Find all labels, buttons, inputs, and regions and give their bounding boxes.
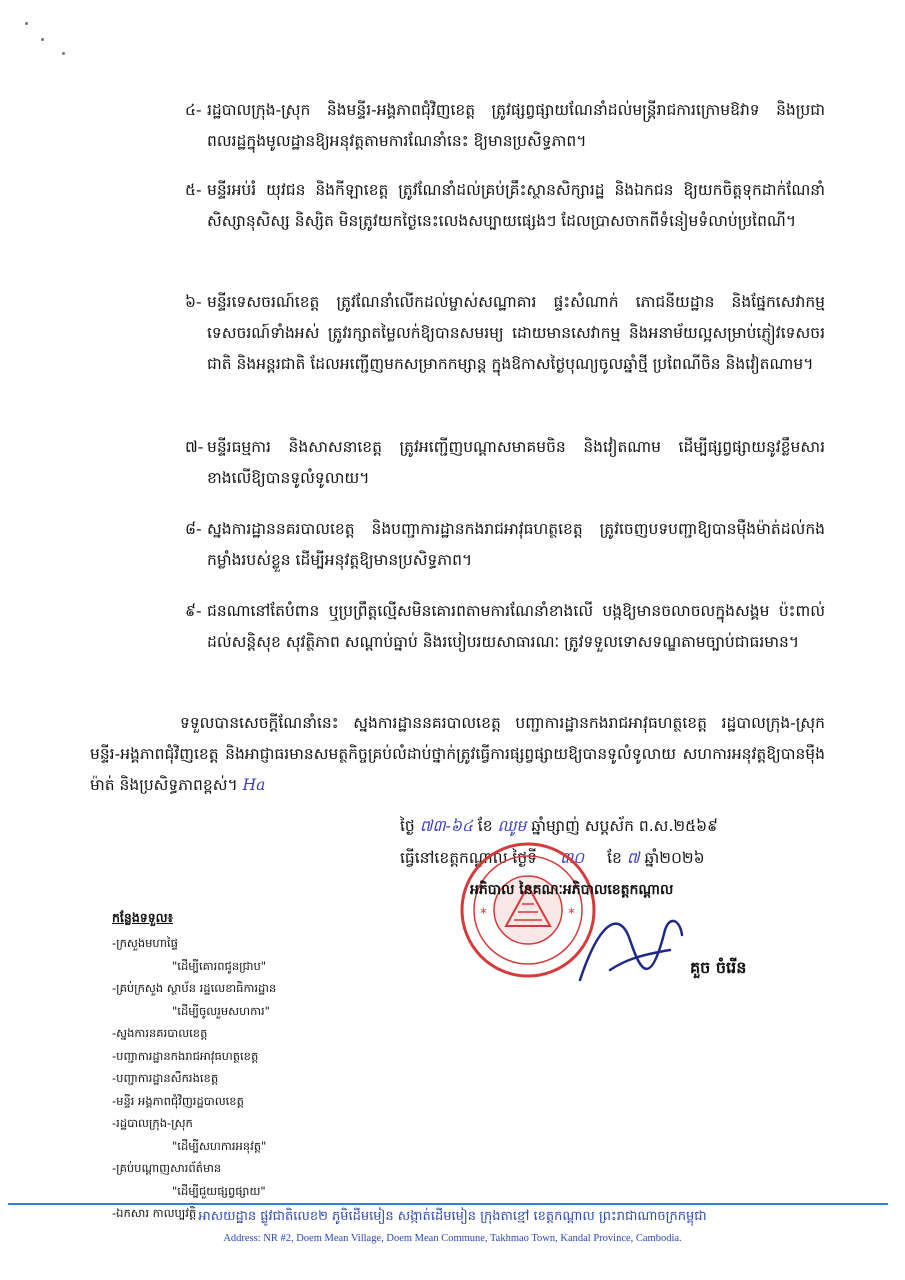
item-number: ៩-: [185, 602, 202, 620]
closing-initial: Ha: [242, 776, 266, 794]
list-item: [185, 287, 825, 380]
recipient-note: "ដើម្បីចូលរួមសហការ": [172, 1003, 270, 1018]
closing-paragraph: [90, 708, 825, 801]
recipient-line: -បញ្ជាការដ្ឋានសឹករងខេត្ត: [112, 1071, 219, 1085]
list-item: [185, 596, 825, 658]
svg-text:*: *: [480, 906, 487, 922]
item-number: ៥-: [185, 181, 202, 199]
list-item: [185, 95, 825, 157]
item-number: ៧-: [185, 438, 204, 456]
signer-title: អភិបាល នៃគណៈអភិបាលខេត្តកណ្តាល: [470, 882, 674, 898]
item-text: ជនណានៅតែបំពាន ឬប្រព្រឹត្តល្មើសមិនគោរពតាមការណែនាំខាងលើ បង្កឱ្យមានចលាចលក្នុងសង្គម ប៉ះពាល់ដល់សន្តិសុខ សុវត្ថិភាព សណ្តាប់ធ្នាប់ និងរបៀបរយសាធារណៈ ត្រូវទទួលទោសទណ្ឌតាមច្បាប់ជាធរមាន។: [207, 602, 825, 651]
item-text: មន្ទីរធម្មការ និងសាសនាខេត្ត ត្រូវអញ្ជើញបណ្តាសមាគមចិន និងវៀតណាម ដើម្បីផ្សព្វផ្សាយនូវខ្លឹមសារខាងលើឱ្យបានទូលំទូលាយ។: [207, 438, 825, 487]
date-label: ឆ្នាំ២០២៦: [644, 849, 705, 867]
recipients-list: [112, 932, 432, 1225]
recipient-line: -បញ្ជាការដ្ឋានកងរាជអាវុធហត្ថខេត្ត: [112, 1048, 259, 1063]
handwritten-month: ឈូម: [497, 817, 527, 835]
scan-speck: [41, 38, 44, 41]
handwritten-day: ៧៣-៦៤: [419, 817, 473, 835]
date-label: ខែ: [477, 817, 493, 835]
recipient-note: "ដើម្បីសហការអនុវត្ត": [172, 1138, 267, 1153]
recipient-line: -រដ្ឋបាលក្រុង-ស្រុក: [112, 1116, 193, 1130]
footer-address-khmer: អាសយដ្ឋាន ផ្លូវជាតិលេខ២ ភូមិដើមមៀន សង្កាត់ដើមមៀន ក្រុងតាខ្មៅ ខេត្តកណ្តាល ព្រះរាជាណាចក្រកម្ពុជា: [198, 1209, 707, 1224]
recipient-line: -ស្នងការនគរបាលខេត្ត: [112, 1026, 208, 1040]
item-number: ៨-: [185, 520, 202, 538]
closing-text: ទទួលបានសេចក្តីណែនាំនេះ ស្នងការដ្ឋាននគរបាលខេត្ត បញ្ជាការដ្ឋានកងរាជអាវុធហត្ថខេត្ត រដ្ឋបាលក្រុង-ស្រុក មន្ទីរ-អង្គភាពជុំវិញខេត្ត និងអាជ្ញាធរមានសមត្ថកិច្ចគ្រប់លំដាប់ថ្នាក់ត្រូវធ្វើការផ្សព្វផ្សាយឱ្យបានទូលំទូលាយ សហការអនុវត្តឱ្យបានម៉ឺងម៉ាត់ និងប្រសិទ្ធភាពខ្ពស់។: [90, 714, 825, 794]
recipients-title: កន្លែងទទួល៖: [112, 910, 174, 925]
recipient-line: -ឯកសារ កាលប្បវត្តិ: [112, 1206, 197, 1220]
date-label: ឆ្នាំម្សាញ់ សប្តស័ក ព.ស.២៥៦៩: [531, 817, 719, 835]
signature-icon: [570, 900, 690, 1000]
footer-address-english: Address: NR #2, Doem Mean Village, Doem Mean Commune, Takhmao Town, Kandal Province, Cambodia.: [223, 1233, 682, 1244]
date-label: ធ្វើនៅខេត្តកណ្តាល ថ្ងៃទី: [400, 849, 537, 867]
list-item: [185, 175, 825, 237]
item-text: មន្ទីរអប់រំ យុវជន និងកីឡាខេត្ត ត្រូវណែនាំដល់គ្រប់គ្រឹះស្ថានសិក្សារដ្ឋ និងឯកជន ឱ្យយកចិត្តទុកដាក់ណែនាំសិស្សានុសិស្ស និស្សិត មិនត្រូវយកថ្ងៃនេះលេងសប្បាយផ្សេងៗ ដែលប្រាសចាកពីទំនៀមទំលាប់ប្រពៃណី។: [207, 181, 825, 230]
recipient-line: -គ្រប់បណ្តាញសារព័ត៌មាន: [112, 1161, 222, 1175]
item-text: រដ្ឋបាលក្រុង-ស្រុក និងមន្ទីរ-អង្គភាពជុំវិញខេត្ត ត្រូវផ្សព្វផ្សាយណែនាំដល់មន្ត្រីរាជការក្រោមឱវាទ និងប្រជាពលរដ្ឋក្នុងមូលដ្ឋានឱ្យអនុវត្តតាមការណែនាំនេះ ឱ្យមានប្រសិទ្ធភាព។: [207, 101, 825, 150]
handwritten-month: ៧: [626, 849, 640, 867]
footer-divider: [8, 1203, 888, 1205]
item-number: ៦-: [185, 293, 202, 311]
recipient-line: -ក្រសួងមហាផ្ទៃ: [112, 936, 178, 950]
item-number: ៤-: [185, 101, 202, 119]
recipient-note: "ដើម្បីគោរពជូនជ្រាប": [172, 958, 267, 973]
list-item: [185, 514, 825, 576]
date-label: ថ្ងៃ: [400, 817, 415, 835]
svg-text:*: *: [568, 906, 575, 922]
signer-name: គួច ចំរើន: [690, 958, 747, 977]
recipient-line: -គ្រប់ក្រសួង ស្ថាប័ន រដ្ឋលេខាធិការដ្ឋាន: [112, 981, 277, 995]
item-text: មន្ទីរទេសចរណ៍ខេត្ត ត្រូវណែនាំលើកដល់ម្ចាស់សណ្ឋាគារ ផ្ទះសំណាក់ ភោជនីយដ្ឋាន និងផ្នែកសេវាកម្មទេសចរណ៍ទាំងអស់ ត្រូវរក្សាតម្លៃលក់ឱ្យបានសមរម្យ ដោយមានសេវាកម្ម និងអនាម័យល្អសម្រាប់ភ្ញៀវទេសចរជាតិ និងអន្តរជាតិ ដែលអញ្ជើញមកសម្រាកកម្សាន្ត ក្នុងឱកាសថ្ងៃបុណ្យចូលឆ្នាំថ្មី ប្រពៃណីចិន និងវៀតណាម។: [207, 293, 825, 373]
recipient-note: "ដើម្បីជួយផ្សព្វផ្សាយ": [172, 1183, 266, 1198]
list-item: [185, 432, 825, 494]
scan-speck: [25, 22, 28, 25]
date-label: ខែ: [607, 849, 622, 867]
recipient-line: -មន្ទីរ អង្គភាពជុំវិញរដ្ឋបាលខេត្ត: [112, 1093, 244, 1108]
lunar-date-line: [400, 810, 830, 842]
scan-speck: [62, 52, 65, 55]
item-text: ស្នងការដ្ឋាននគរបាលខេត្ត និងបញ្ជាការដ្ឋានកងរាជអាវុធហត្ថខេត្ត ត្រូវចេញបទបញ្ជាឱ្យបានម៉ឺងម៉ាត់ដល់កងកម្លាំងរបស់ខ្លួន ដើម្បីអនុវត្តឱ្យមានប្រសិទ្ធភាព។: [207, 520, 825, 569]
handwritten-day: ៣០: [559, 849, 585, 867]
